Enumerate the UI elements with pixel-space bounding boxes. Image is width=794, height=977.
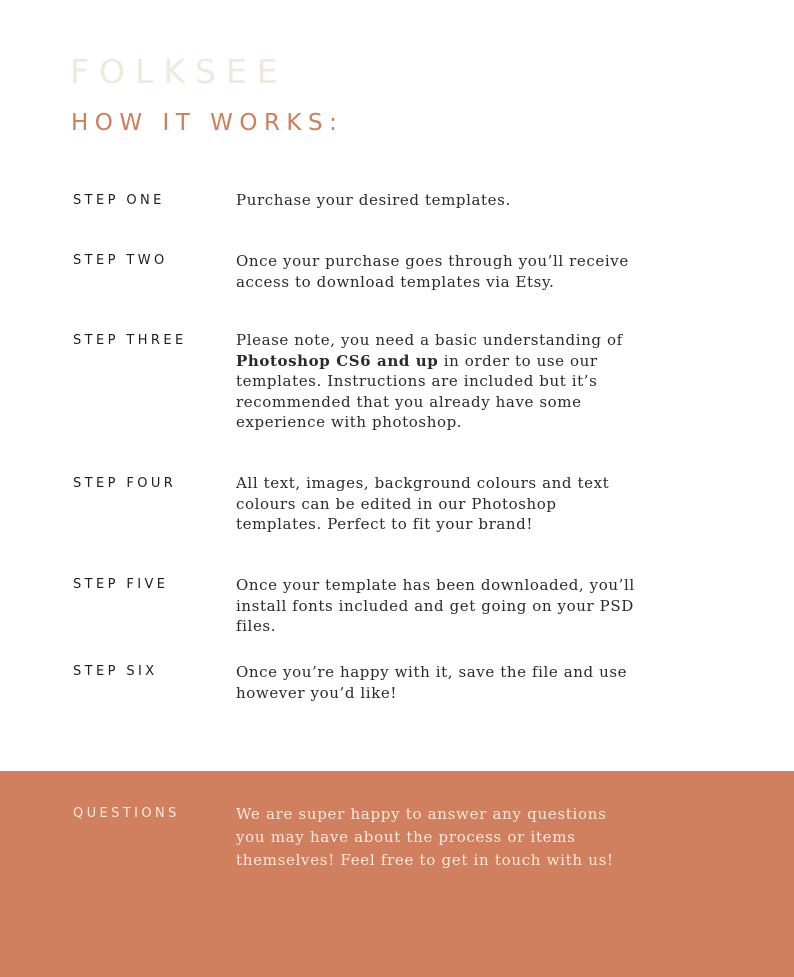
step-three-label: STEP THREE [73, 333, 187, 348]
questions-label: QUESTIONS [73, 806, 180, 821]
step-four-text: All text, images, background colours and text colours can be edited in our Photoshop templates. Perfect to fit your brand! [236, 474, 610, 534]
step-one-text: Purchase your desired templates. [236, 191, 511, 209]
questions-footer [0, 771, 794, 977]
step-three-text-start: Please note, you need a basic understanding of [236, 331, 623, 349]
step-three-text-bold: Photoshop CS6 and up [236, 351, 439, 370]
step-one-label: STEP ONE [73, 193, 165, 208]
step-five-label: STEP FIVE [73, 577, 169, 592]
step-three-text [236, 330, 636, 433]
questions-text: We are super happy to answer any questions you may have about the process or items themselves! Feel free to get in touch with us! [236, 805, 614, 869]
page-heading: HOW IT WORKS: [71, 110, 344, 136]
step-three-text-end: in order to use our templates. Instructions are included but it’s recommended that you already have some experience with photoshop. [236, 351, 598, 432]
step-six-label: STEP SIX [73, 664, 158, 679]
brand-logo-text: FOLKSEE [70, 52, 288, 91]
step-six-text: Once you’re happy with it, save the file and use however you’d like! [236, 663, 628, 702]
step-four-label: STEP FOUR [73, 476, 177, 491]
step-two-label: STEP TWO [73, 253, 168, 268]
step-five-text: Once your template has been downloaded, you’ll install fonts included and get going on your PSD files. [236, 576, 635, 636]
step-two-text: Once your purchase goes through you’ll receive access to download templates via Etsy. [236, 252, 629, 291]
